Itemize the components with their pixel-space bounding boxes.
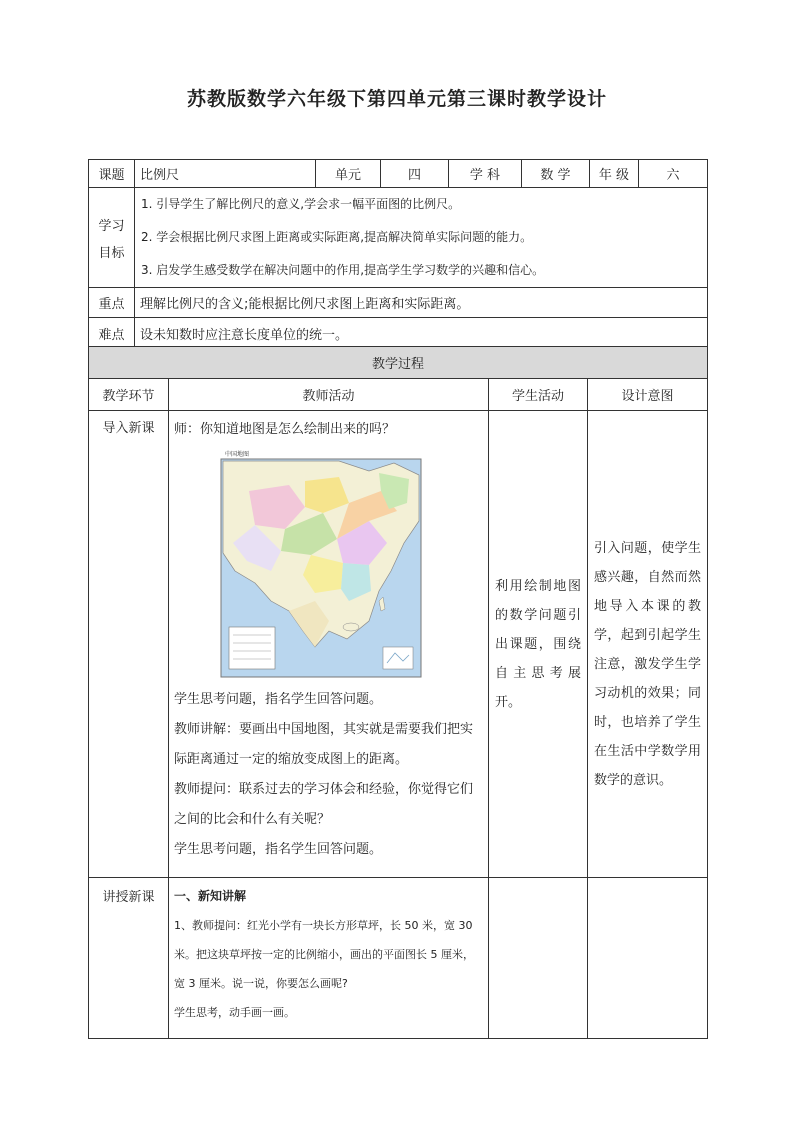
difficulty-text: 设未知数时应注意长度单位的统一。 (135, 318, 708, 349)
intro-line: 教师讲解：要画出中国地图，其实就是需要我们把实际距离通过一定的缩放变成图上的距离。 (174, 722, 474, 767)
new-heading: 一、新知讲解 (174, 889, 247, 903)
goals-label (89, 188, 135, 288)
intro-line: 学生思考问题，指名学生回答问题。 (174, 842, 383, 857)
grade-label: 年 级 (590, 160, 639, 188)
col-stage: 教学环节 (89, 379, 169, 411)
new-design-intent (588, 878, 708, 1039)
grade-value: 六 (639, 160, 708, 188)
china-map-image (219, 451, 423, 681)
intro-line: 学生思考问题，指名学生回答问题。 (174, 692, 383, 707)
col-intent: 设计意图 (588, 379, 708, 411)
page-title: 苏教版数学六年级下第四单元第三课时教学设计 (186, 88, 607, 110)
col-teacher: 教师活动 (169, 379, 489, 411)
difficulty-label: 难点 (89, 318, 135, 349)
key-point-label: 重点 (89, 288, 135, 318)
china-map-icon (219, 451, 423, 681)
subject-value: 数 学 (522, 160, 590, 188)
intro-stage: 导入新课 (89, 411, 169, 878)
process-section-title: 教学过程 (89, 347, 708, 379)
goal-item: 1. 引导学生了解比例尺的意义,学会求一幅平面图的比例尺。 (141, 197, 461, 211)
unit-label: 单元 (316, 160, 381, 188)
teaching-process-table (88, 346, 708, 1039)
intro-teacher-activity (169, 411, 489, 878)
goals-label-line2: 目标 (98, 245, 125, 261)
new-stage: 讲授新课 (89, 878, 169, 1039)
new-teacher-activity (169, 878, 489, 1039)
goals-list (135, 188, 708, 288)
key-point-text: 理解比例尺的含义;能根据比例尺求图上距离和实际距离。 (135, 288, 708, 318)
topic-value: 比例尺 (135, 160, 316, 188)
map-title: 中国地图 (225, 451, 250, 458)
goals-label-line1: 学习 (98, 218, 125, 234)
new-line: 1、教师提问：红光小学有一块长方形草坪，长 50 米，宽 30 米。把这块草坪按一定的比例缩小，画出的平面图长 5 厘米，宽 3 厘米。说一说，你要怎么画呢? (174, 919, 474, 990)
unit-value: 四 (381, 160, 449, 188)
lesson-info-table (88, 159, 708, 349)
new-student-activity (489, 878, 588, 1039)
col-student: 学生活动 (489, 379, 588, 411)
intro-design-intent: 引入问题，使学生感兴趣，自然而然地导入本课的教学，起到引起学生注意，激发学生学习动机的效果；同时，也培养了学生在生活中学数学用数学的意识。 (588, 411, 708, 878)
intro-student-activity: 利用绘制地图的数学问题引出课题，围绕自主思考展开。 (489, 411, 588, 878)
new-line: 学生思考，动手画一画。 (174, 1006, 295, 1019)
intro-line: 教师提问：联系过去的学习体会和经验，你觉得它们之间的比会和什么有关呢？ (174, 782, 474, 827)
goal-item: 2. 学会根据比例尺求图上距离或实际距离,提高解决简单实际问题的能力。 (141, 230, 533, 244)
topic-label: 课题 (89, 160, 135, 188)
goal-item: 3. 启发学生感受数学在解决问题中的作用,提高学生学习数学的兴趣和信心。 (141, 263, 545, 277)
subject-label: 学 科 (449, 160, 522, 188)
intro-question: 师：你知道地图是怎么绘制出来的吗？ (174, 422, 396, 437)
